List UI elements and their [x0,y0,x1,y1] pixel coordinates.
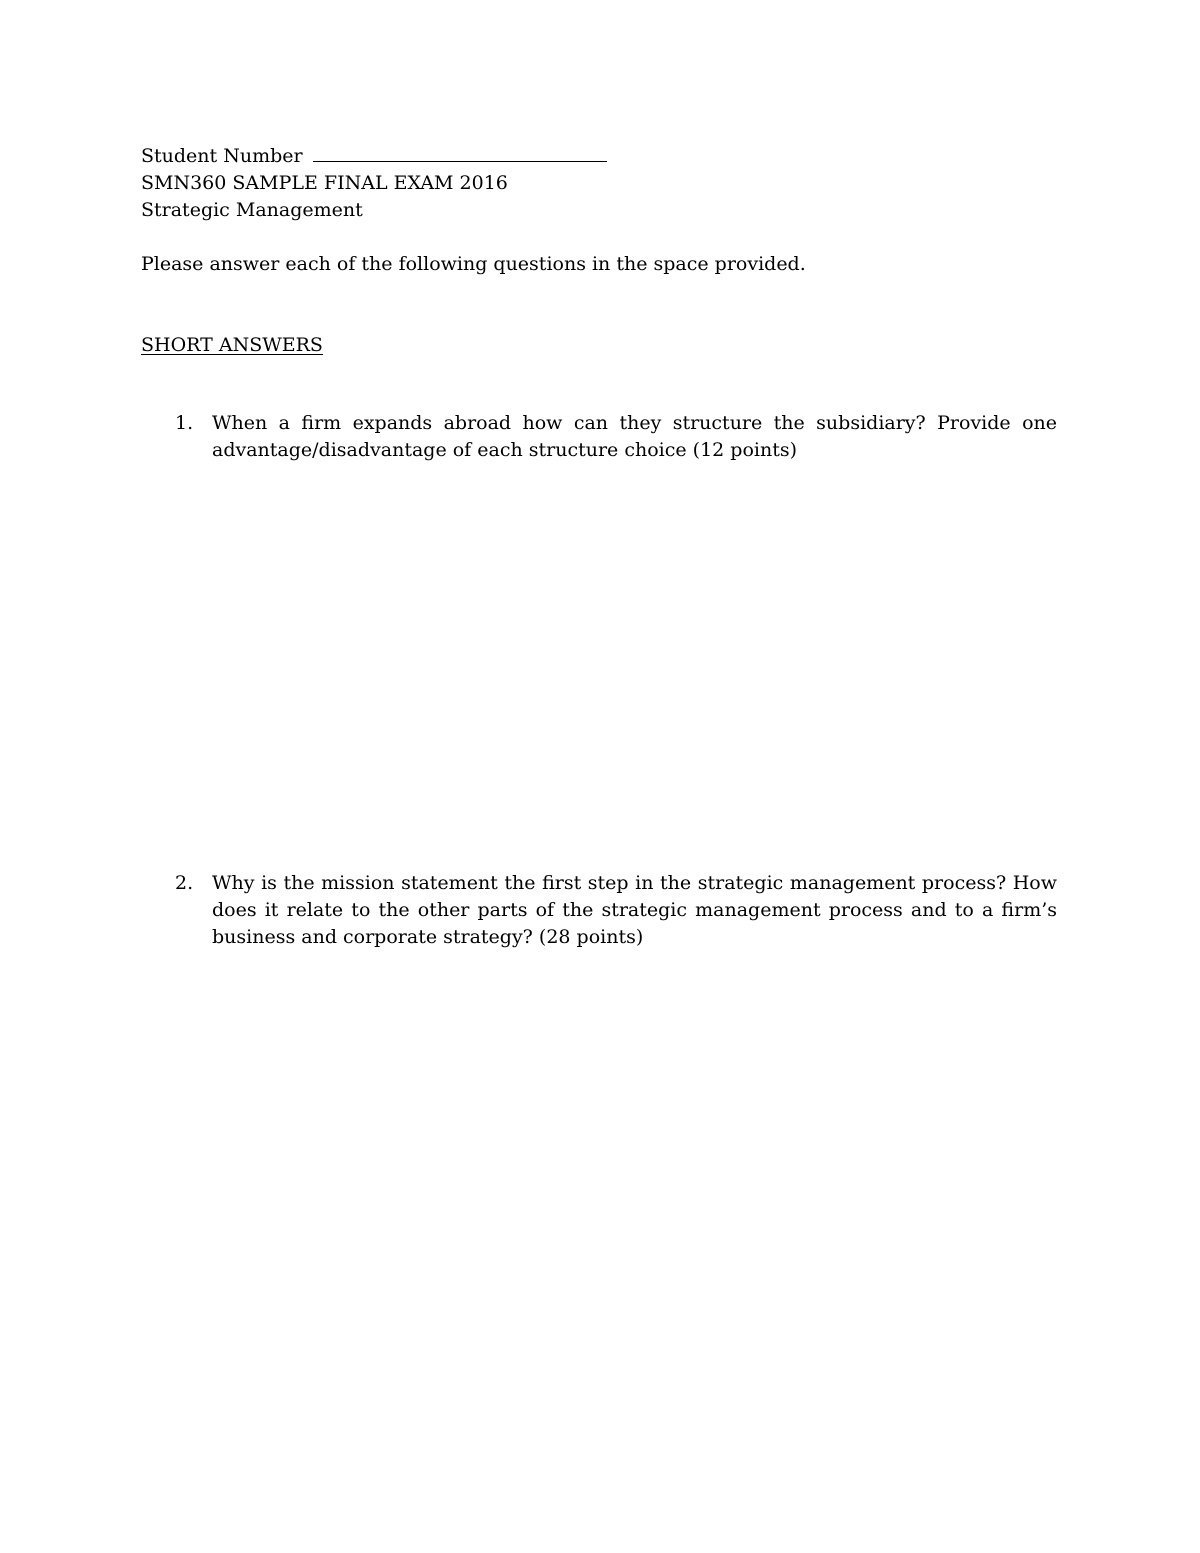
question-text: Why is the mission statement the first step in the strategic management process? How does it relate to the other parts of the strategic management process and to a firm’s business and corporate strategy? (28 points) [212,872,1057,948]
question-number: 2. [175,872,194,894]
student-number-label: Student Number [141,145,303,167]
question-1 [175,410,1057,464]
student-number-blank [313,143,607,162]
student-number-line [141,143,607,170]
question-2 [175,870,1057,951]
exam-title: SMN360 SAMPLE FINAL EXAM 2016 [141,172,508,194]
question-number: 1. [175,412,194,434]
course-name: Strategic Management [141,199,363,221]
section-heading: SHORT ANSWERS [141,334,323,356]
instructions: Please answer each of the following questions in the space provided. [141,253,806,275]
question-text: When a firm expands abroad how can they structure the subsidiary? Provide one advantage/disadvantage of each structure choice (12 points) [212,412,1057,461]
